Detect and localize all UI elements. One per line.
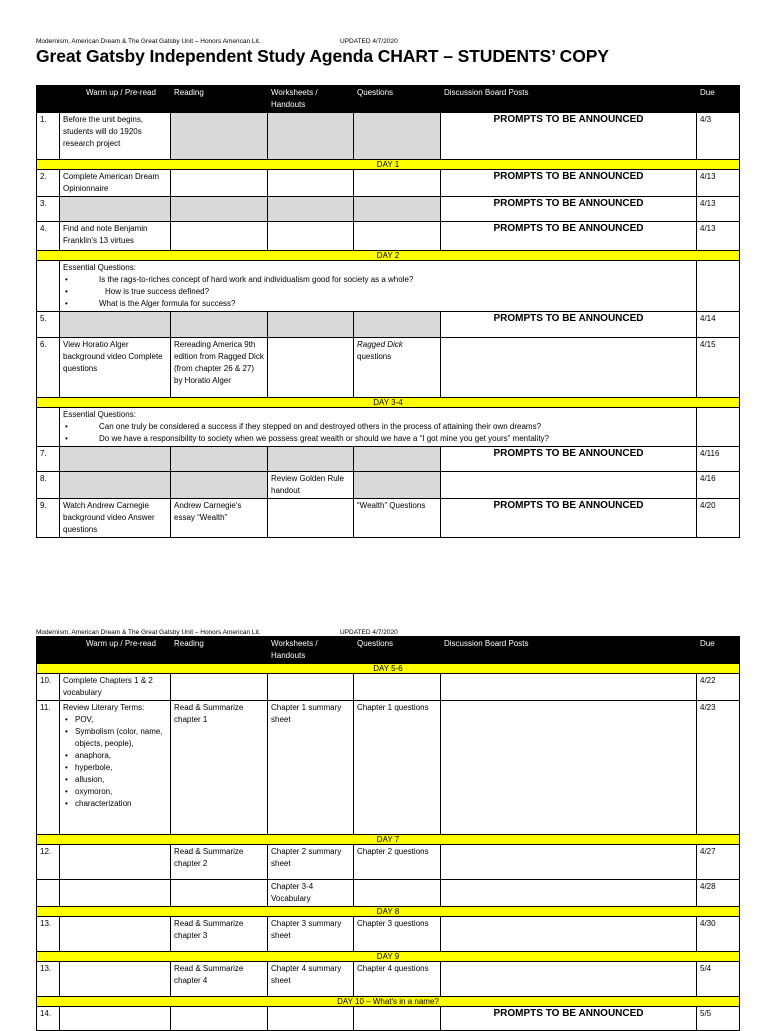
agenda-table [36,636,740,1031]
prompt-label: PROMPTS TO BE ANNOUNCED [493,448,644,459]
col-warmup: Warm up / Pre-read [60,86,171,113]
col-questions: Questions [354,637,441,664]
header-line [36,629,398,636]
prompt-label: PROMPTS TO BE ANNOUNCED [493,223,644,234]
table-row: Chapter 3-4 Vocabulary 4/28 [37,880,740,907]
prompt-label: PROMPTS TO BE ANNOUNCED [493,171,644,182]
col-worksheets: Worksheets / Handouts [268,86,354,113]
header-line [36,38,398,45]
list-item: • hyperbole, [73,762,167,774]
table-header-row [37,637,740,664]
list-item: • characterization [73,798,167,810]
table-row: 3. PROMPTS TO BE ANNOUNCED 4/13 [37,197,740,222]
day-divider: DAY 10 – What's in a name? [37,997,740,1007]
col-questions: Questions [354,86,441,113]
table-row: 4. Find and note Benjamin Franklin's 13 virtues PROMPTS TO BE ANNOUNCED 4/13 [37,222,740,251]
table-row: 11. Review Literary Terms: • POV, • Symbolism (color, name, objects, people), • anaphora, • hyperbole, • allusion, • oxymoron, • characterization Read & Summarize chapter 1 Chapter 1 summary sheet Chapter 1 questions 4/23 [37,701,740,835]
col-due: Due [697,637,740,664]
table-row: 1. Before the unit begins, students will do 1920s research project PROMPTS TO BE ANNOUNCED 4/3 [37,113,740,160]
col-reading: Reading [171,637,268,664]
day-divider: DAY 3-4 [37,398,740,408]
prompt-label: PROMPTS TO BE ANNOUNCED [493,313,644,324]
table-row: 13. Read & Summarize chapter 4 Chapter 4 summary sheet Chapter 4 questions 5/4 [37,962,740,997]
updated-date: UPDATED 4/7/2020 [340,38,398,45]
table-row: 7. PROMPTS TO BE ANNOUNCED 4/116 [37,447,740,472]
list-item: • Do we have a responsibility to society when we possess great wealth or should we have a “I got mine you get yours” mentality? [63,433,693,445]
prompt-label: PROMPTS TO BE ANNOUNCED [493,500,644,511]
col-warmup: Warm up / Pre-read [60,637,171,664]
col-due: Due [697,86,740,113]
col-num [37,86,60,113]
updated-date: UPDATED 4/7/2020 [340,629,398,636]
table-row: 10. Complete Chapters 1 & 2 vocabulary 4/22 [37,674,740,701]
col-reading: Reading [171,86,268,113]
agenda-table [36,85,740,538]
list-item: • Can one truly be considered a success if they stepped on and destroyed others in the process of attaining their own dreams? [63,421,693,433]
table-row: 2. Complete American Dream Opinionnaire PROMPTS TO BE ANNOUNCED 4/13 [37,170,740,197]
list-item: • allusion, [73,774,167,786]
course-line: Modernism, American Dream & The Great Gatsby Unit – Honors American Lit. [36,38,261,45]
essential-questions-row: Essential Questions: • Can one truly be considered a success if they stepped on and destroyed others in the process of attaining their own dreams? • Do we have a responsibility to society when we possess great wealth or should we have a “I got mine you get yours” mentality? [37,408,740,447]
list-item: • POV, [73,714,167,726]
day-divider: DAY 5-6 [37,664,740,674]
list-item: • How is true success defined? [63,286,693,298]
table-row: 9. Watch Andrew Carnegie background video Answer questions Andrew Carnegie's essay “Wealth” “Wealth” Questions PROMPTS TO BE ANNOUNCED 4/20 [37,499,740,538]
document-title: Great Gatsby Independent Study Agenda CHART – STUDENTS’ COPY [36,46,609,66]
essential-questions-row: Essential Questions: • Is the rags-to-riches concept of hard work and individualism good for society as a whole? • How is true success defined? • What is the Alger formula for success? [37,261,740,312]
table-row: 6. View Horatio Alger background video Complete questions Rereading America 9th edition from Ragged Dick (from chapter 26 & 27) by Horatio Alger Ragged Dick questions 4/15 [37,338,740,398]
col-num [37,637,60,664]
table-header-row [37,86,740,113]
prompt-label: PROMPTS TO BE ANNOUNCED [493,1008,644,1019]
prompt-label: PROMPTS TO BE ANNOUNCED [493,198,644,209]
table-row: 12. Read & Summarize chapter 2 Chapter 2 summary sheet Chapter 2 questions 4/27 [37,845,740,880]
list-item: • Symbolism (color, name, objects, people), [73,726,167,750]
day-divider: DAY 1 [37,160,740,170]
table-row: 13. Read & Summarize chapter 3 Chapter 3 summary sheet Chapter 3 questions 4/30 [37,917,740,952]
list-item: • What is the Alger formula for success? [63,298,693,310]
prompt-label: PROMPTS TO BE ANNOUNCED [493,114,644,125]
day-divider: DAY 2 [37,251,740,261]
table-row: 8. Review Golden Rule handout 4/16 [37,472,740,499]
course-line: Modernism, American Dream & The Great Gatsby Unit – Honors American Lit. [36,629,261,636]
col-worksheets: Worksheets / Handouts [268,637,354,664]
day-divider: DAY 9 [37,952,740,962]
table-row: 5. PROMPTS TO BE ANNOUNCED 4/14 [37,312,740,338]
list-item: • anaphora, [73,750,167,762]
day-divider: DAY 7 [37,835,740,845]
list-item: • Is the rags-to-riches concept of hard work and individualism good for society as a whole? [63,274,693,286]
col-discussion: Discussion Board Posts [441,637,697,664]
day-divider: DAY 8 [37,907,740,917]
col-discussion: Discussion Board Posts [441,86,697,113]
list-item: • oxymoron, [73,786,167,798]
table-row: 14. PROMPTS TO BE ANNOUNCED 5/5 [37,1007,740,1031]
